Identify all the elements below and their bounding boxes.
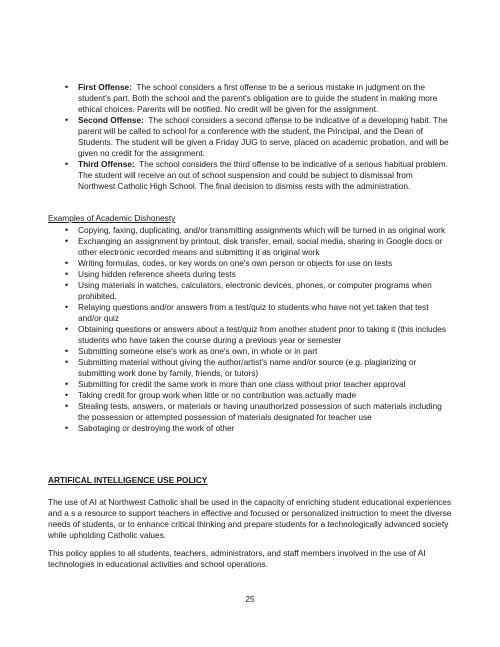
list-item: • Copying, faxing, duplicating, and/or transmitting assignments which will be turned in as original work (78, 225, 450, 236)
offense-text: The school considers the third offense to be indicative of a serious habitual problem. The student will receive an out of school suspension and could be subject to dismissal from Northwest Catholic High School. The final decision to dismiss rests with the administration. (78, 159, 449, 191)
offense-label: Second Offense: (78, 115, 144, 125)
ai-policy-paragraph: The use of AI at Northwest Catholic shall be used in the capacity of enriching student educational experiences and a s a resource to support teachers in effective and focused or personalized instruction to meet the diverse needs of students, or to enhance critical thinking and prepare students for a technologically advanced society while upholding Catholic values. (48, 497, 452, 540)
list-item: • Using hidden reference sheets during tests (78, 269, 450, 280)
list-item: • Relaying questions and/or answers from a test/quiz to students who have not yet taken that test and/or quiz (78, 302, 450, 324)
list-item: • Taking credit for group work when little or no contribution was actually made (78, 390, 450, 401)
list-item: • Using materials in watches, calculators, electronic devices, phones, or computer programs when prohibited. (78, 280, 450, 302)
list-item: • Stealing tests, answers, or materials or having unauthorized possession of such materials including the possession or attempted possession of materials designated for teacher use (78, 401, 450, 423)
offense-label: Third Offense: (78, 159, 135, 169)
list-item: • Submitting for credit the same work in more than one class without prior teacher approval (78, 379, 450, 390)
list-item: • Writing formulas, codes, or key words on one's own person or objects for use on tests (78, 258, 450, 269)
offense-label: First Offense: (78, 82, 132, 92)
ai-scope-paragraph: This policy applies to all students, teachers, administrators, and staff members involved in the use of AI technologies in educational activities and school operations. (48, 548, 426, 569)
offense-item-third (78, 159, 450, 192)
offense-list (78, 82, 450, 192)
offense-text: The school considers a first offense to be a serious mistake in judgment on the student's part. Both the school and the parent's obligation are to guide the student in making more ethical choices. Parents will be notified. No credit will be given for the assignment. (78, 82, 438, 114)
examples-heading: Examples of Academic Dishonesty (48, 213, 176, 223)
list-item: • Submitting material without giving the author/artist's name and/or source (e.g. plagiarizing or submitting work done by family, friends, or tutors) (78, 357, 450, 379)
offense-text: The school considers a second offense to be indicative of a developing habit. The parent will be called to school for a conference with the student, the Principal, and the Dean of Students. The student will be given a Friday JUG to serve, placed on academic probation, and will be given no credit for the assignment. (78, 115, 449, 158)
list-item: • Sabotaging or destroying the work of other (78, 423, 450, 434)
page-number: 25 (245, 594, 255, 604)
list-item: • Obtaining questions or answers about a test/quiz from another student prior to taking it (this includes students who have taken the course during a previous year or semester (78, 324, 450, 346)
offense-item-second (78, 115, 450, 159)
ai-policy-heading: ARTIFICAL INTELLIGENCE USE POLICY (48, 475, 208, 485)
list-item: • Exchanging an assignment by printout, disk transfer, email, social media, sharing in Google docs or other electronic recorded means and submitting it as original work (78, 236, 450, 258)
list-item: • Submitting someone else's work as one's own, in whole or in part (78, 346, 450, 357)
offense-item-first (78, 82, 450, 115)
dishonesty-list (78, 225, 450, 434)
